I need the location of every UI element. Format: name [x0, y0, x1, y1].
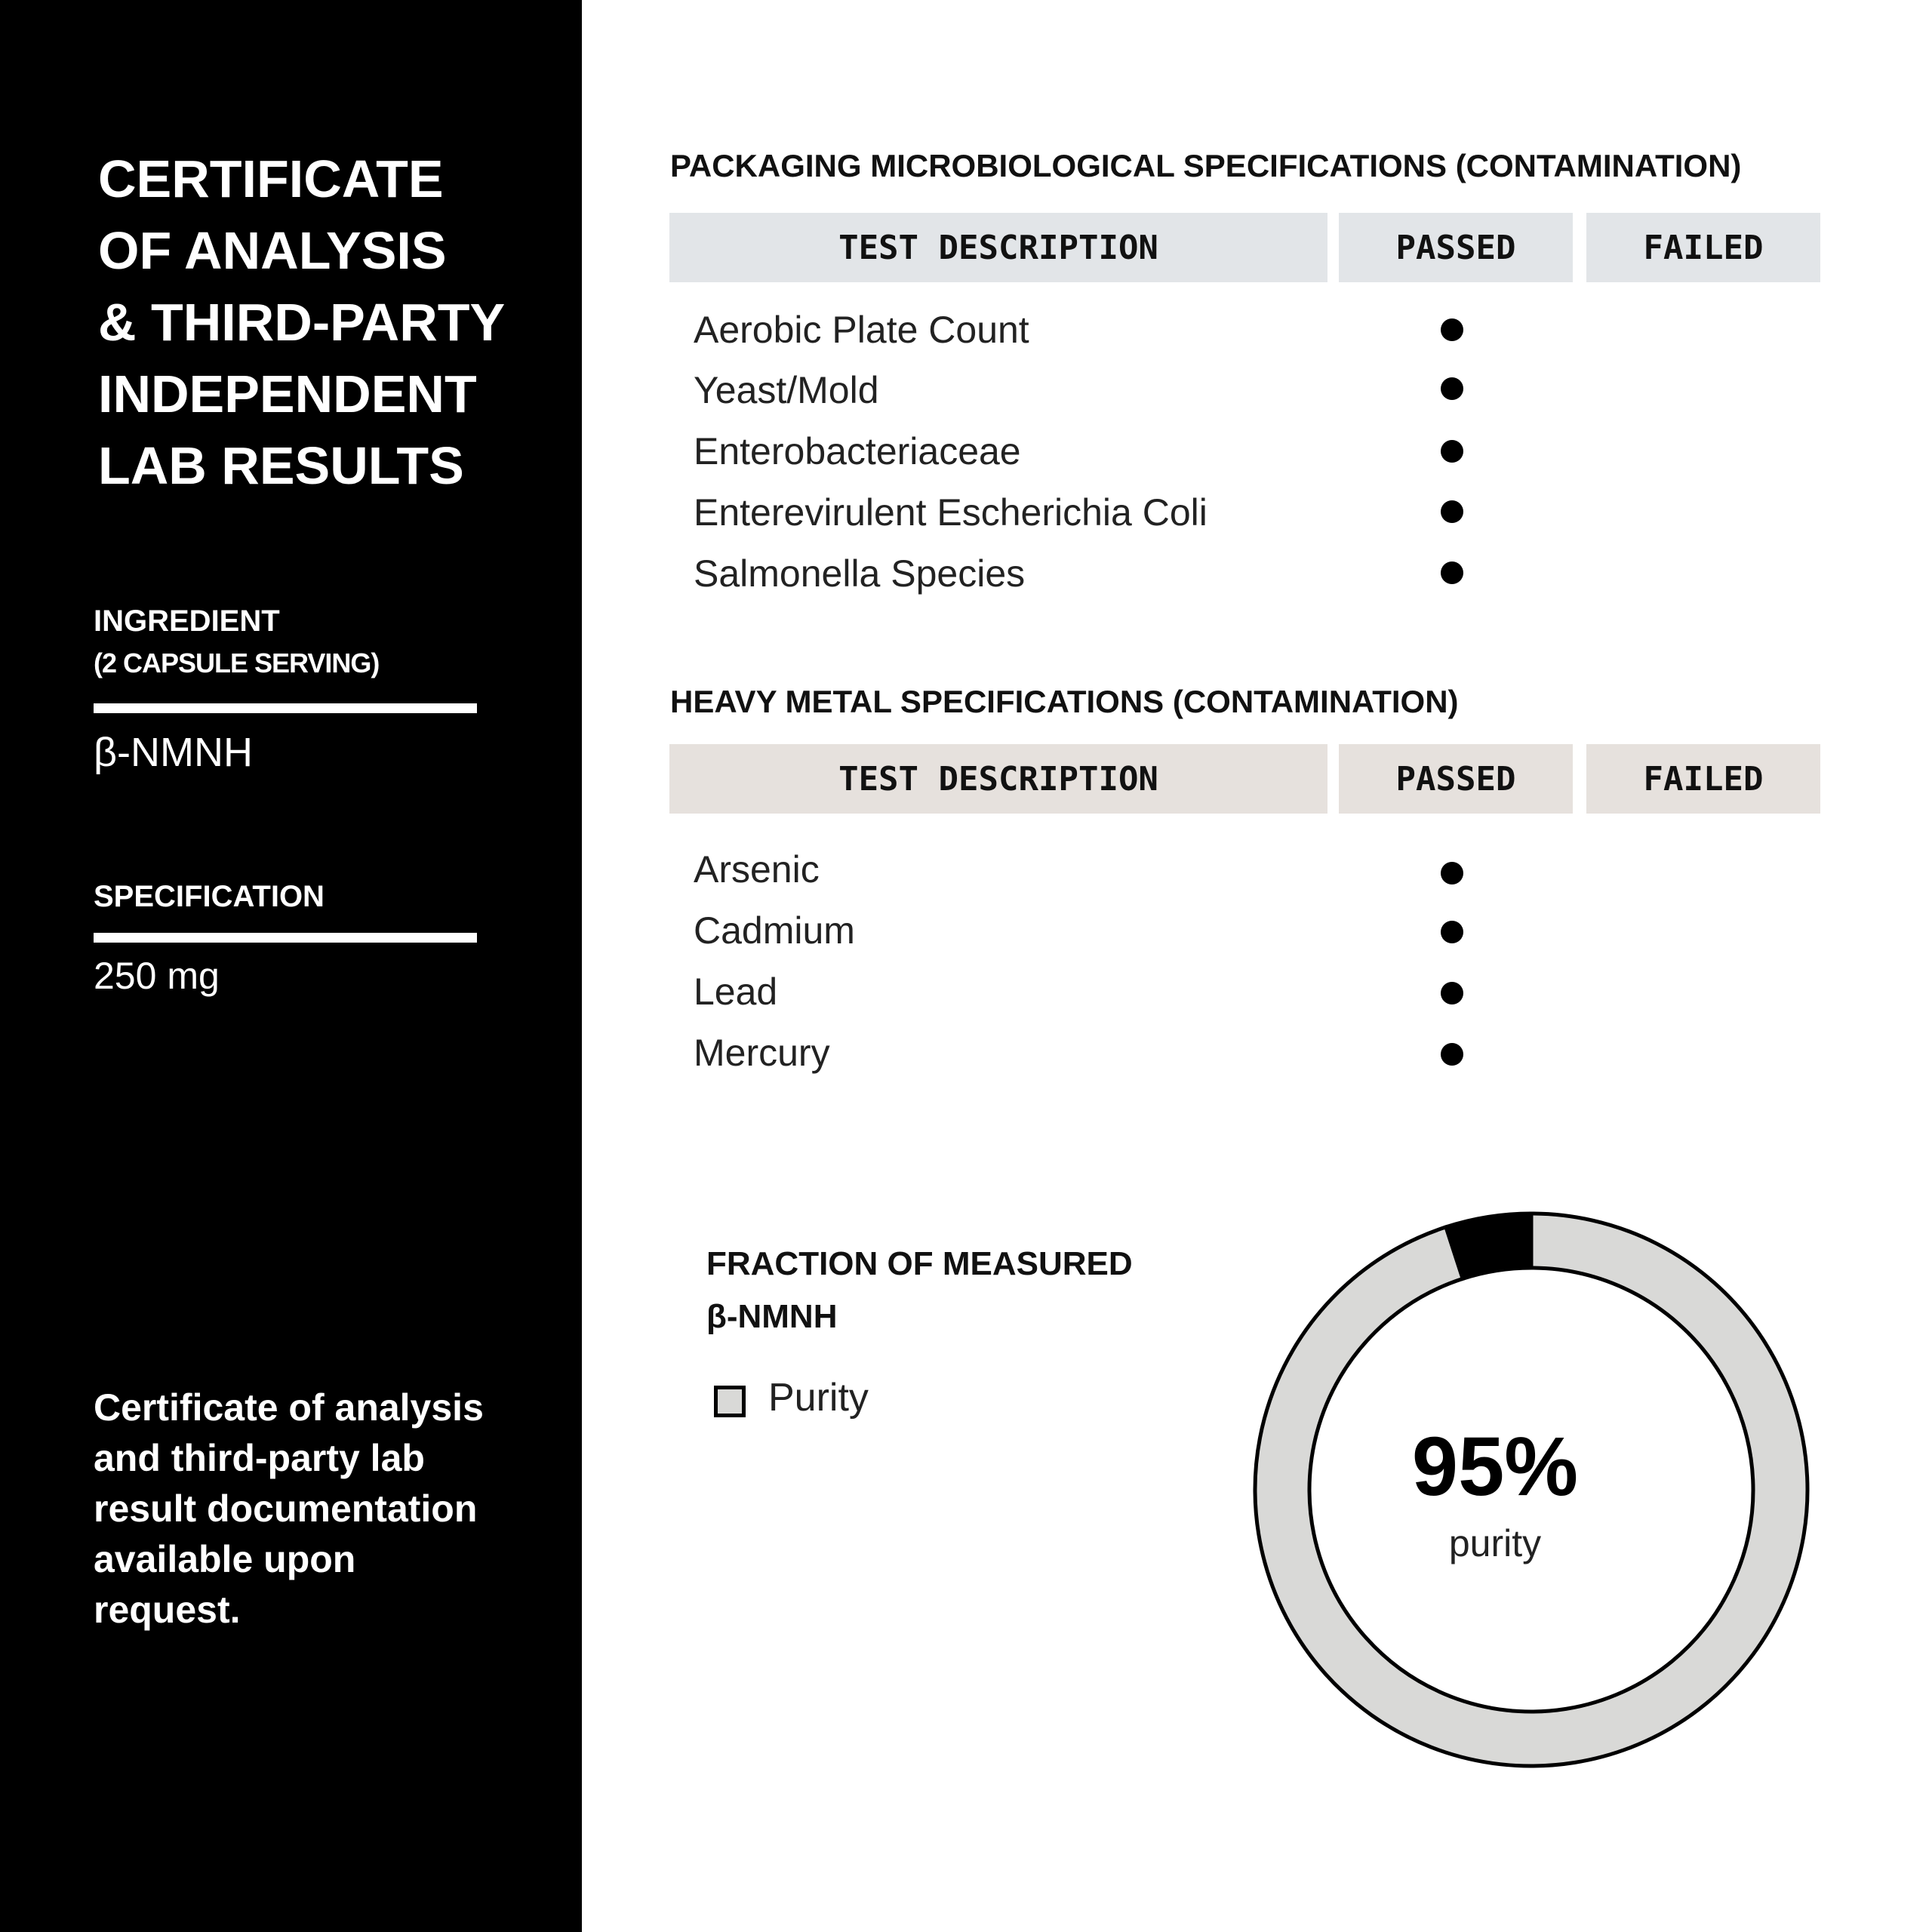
- note-line: result documentation: [94, 1487, 478, 1530]
- microbio-header-passed: PASSED: [1339, 213, 1573, 282]
- note-line: request.: [94, 1589, 241, 1631]
- divider: [94, 933, 477, 943]
- ingredient-serving-label: (2 CAPSULE SERVING): [94, 648, 380, 678]
- microbio-header-failed: FAILED: [1586, 213, 1820, 282]
- divider: [94, 703, 477, 713]
- microbio-header-description: TEST DESCRIPTION: [669, 213, 1327, 282]
- title-line: OF ANALYSIS: [98, 221, 447, 280]
- page-title: [98, 143, 566, 502]
- metals-header-description: TEST DESCRIPTION: [669, 744, 1327, 814]
- passed-dot: [1441, 561, 1463, 584]
- microbio-row-label: Salmonella Species: [694, 552, 1026, 595]
- microbio-row-label: Yeast/Mold: [694, 369, 879, 411]
- passed-dot: [1441, 982, 1463, 1004]
- microbio-row-label: Enterevirulent Escherichia Coli: [694, 491, 1208, 534]
- ingredient-label: INGREDIENT: [94, 605, 280, 638]
- title-line: CERTIFICATE: [98, 149, 444, 208]
- purity-label: purity: [1448, 1522, 1542, 1564]
- metals-header-failed: FAILED: [1586, 744, 1820, 814]
- microbio-row-label: Enterobacteriaceae: [694, 430, 1021, 472]
- title-line: & THIRD-PARTY: [98, 293, 506, 352]
- fraction-title-line: FRACTION OF MEASURED: [706, 1245, 1133, 1282]
- metals-title: HEAVY METAL SPECIFICATIONS (CONTAMINATION): [670, 684, 1459, 719]
- specification-label: SPECIFICATION: [94, 880, 325, 913]
- availability-note: [94, 1383, 546, 1635]
- microbio-title: PACKAGING MICROBIOLOGICAL SPECIFICATIONS (CONTAMINATION): [670, 148, 1742, 183]
- purity-percentage: 95%: [1411, 1420, 1579, 1513]
- main-content: [582, 0, 1932, 1932]
- sidebar: [0, 0, 582, 1932]
- passed-dot: [1441, 862, 1463, 884]
- title-line: INDEPENDENT: [98, 365, 477, 423]
- metals-header-passed: PASSED: [1339, 744, 1573, 814]
- fraction-title-line: β-NMNH: [706, 1298, 838, 1335]
- passed-dot: [1441, 440, 1463, 463]
- legend-swatch: [714, 1386, 746, 1417]
- note-line: and third-party lab: [94, 1437, 425, 1479]
- microbio-row-label: Aerobic Plate Count: [694, 309, 1029, 351]
- passed-dot: [1441, 500, 1463, 523]
- fraction-title: [706, 1238, 1133, 1343]
- specification-value: 250 mg: [94, 955, 220, 997]
- note-line: Certificate of analysis: [94, 1386, 484, 1429]
- metals-row-label: Cadmium: [694, 909, 855, 952]
- passed-dot: [1441, 318, 1463, 341]
- passed-dot: [1441, 1043, 1463, 1066]
- note-line: available upon: [94, 1538, 356, 1580]
- metals-row-label: Mercury: [694, 1032, 830, 1074]
- legend-label: Purity: [768, 1376, 869, 1420]
- metals-row-label: Lead: [694, 971, 778, 1013]
- ingredient-value: β-NMNH: [94, 730, 254, 775]
- metals-row-label: Arsenic: [694, 848, 820, 891]
- passed-dot: [1441, 377, 1463, 400]
- passed-dot: [1441, 921, 1463, 943]
- title-line: LAB RESULTS: [98, 436, 464, 495]
